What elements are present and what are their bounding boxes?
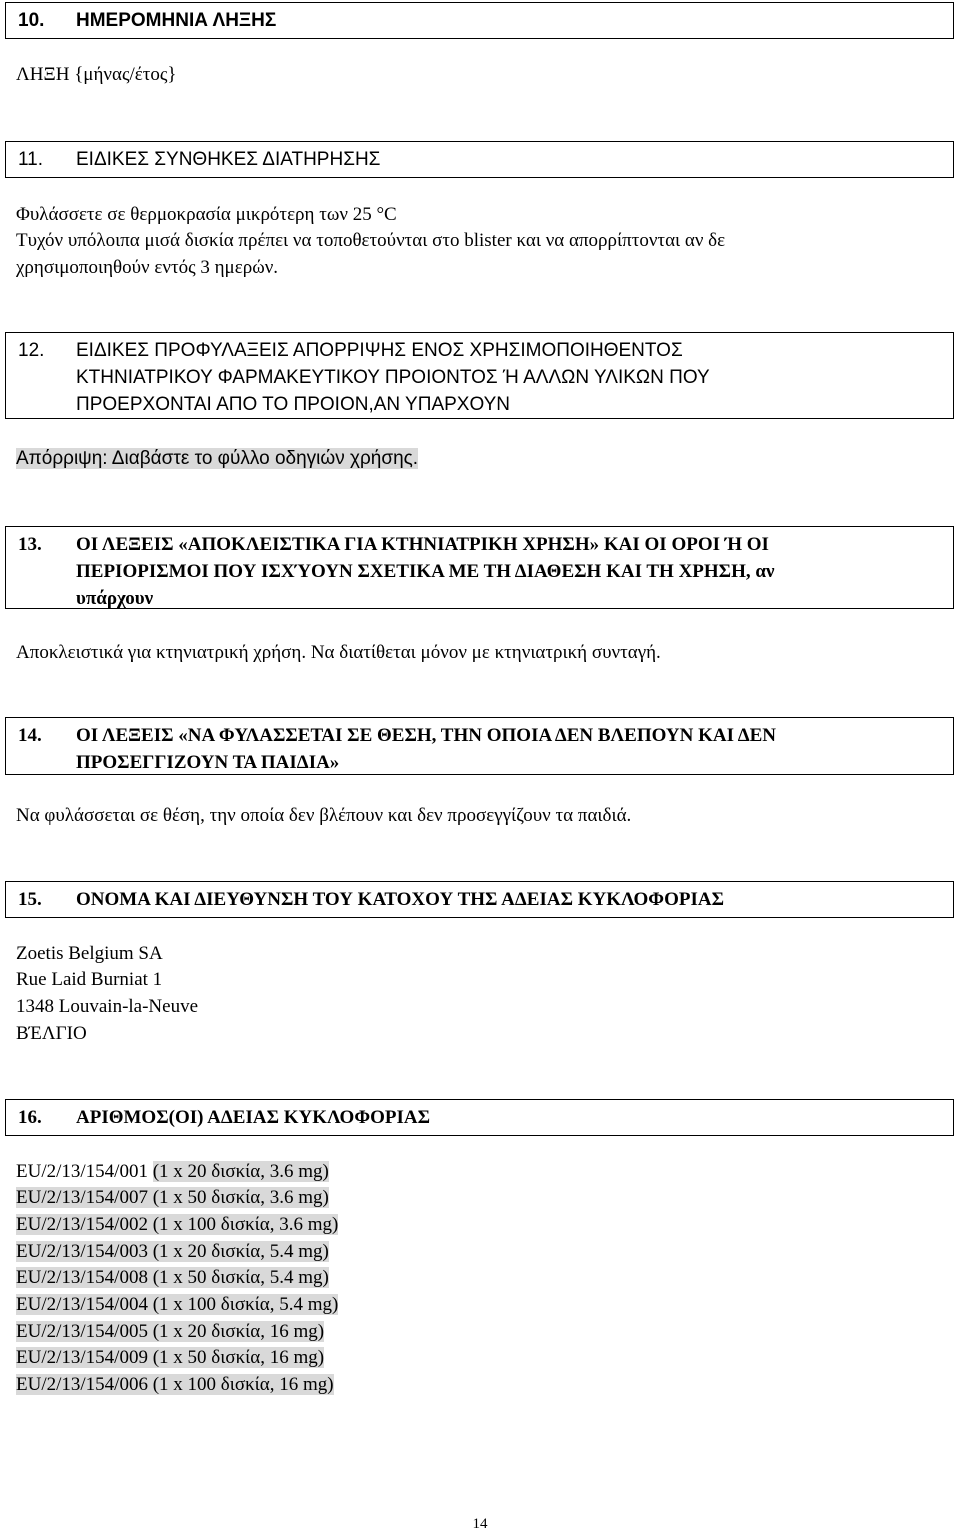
address-line: ΒΈΛΓΙΟ	[16, 1023, 87, 1044]
section-number: 10.	[18, 10, 45, 31]
license-description: (1 x 100 δισκία, 16 mg)	[152, 1374, 334, 1395]
section-title-line: ΟΙ ΛΕΞΕΙΣ «ΑΠΟΚΛΕΙΣΤΙΚΑ ΓΙΑ ΚΤΗΝΙΑΤΡΙΚΗ ΧΡΗΣΗ» ΚΑΙ ΟΙ ΟΡΟΙ Ή ΟΙ	[76, 534, 769, 555]
license-code: EU/2/13/154/002	[16, 1214, 153, 1235]
license-code: EU/2/13/154/008	[16, 1267, 153, 1288]
section-title-line: ΠΕΡΙΟΡΙΣΜΟΙ ΠΟΥ ΙΣΧΎΟΥΝ ΣΧΕΤΙΚΑ ΜΕ ΤΗ ΔΙΑΘΕΣΗ ΚΑΙ ΤΗ ΧΡΗΣΗ, αν	[76, 561, 775, 582]
license-entry	[16, 1292, 338, 1319]
address-line: Zoetis Belgium SA	[16, 943, 163, 964]
section-11-heading	[5, 141, 954, 178]
section-title: ΟΝΟΜΑ ΚΑΙ ΔΙΕΥΘΥΝΣΗ ΤΟΥ ΚΑΤΟΧΟΥ ΤΗΣ ΑΔΕΙΑΣ ΚΥΚΛΟΦΟΡΙΑΣ	[76, 889, 724, 910]
section-15-heading	[5, 881, 954, 918]
section-16-heading	[5, 1099, 954, 1136]
address-line: Rue Laid Burniat 1	[16, 969, 163, 990]
veterinary-use-text: Αποκλειστικά για κτηνιατρική χρήση. Να διατίθεται μόνον με κτηνιατρική συνταγή.	[16, 642, 661, 663]
address-line: 1348 Louvain-la-Neuve	[16, 996, 199, 1017]
section-title-line: υπάρχουν	[76, 588, 154, 609]
section-title-line: ΠΡΟΣΕΓΓΙΖΟΥΝ ΤΑ ΠΑΙΔΙΑ»	[76, 752, 340, 773]
section-13-heading	[5, 526, 954, 609]
section-title-line: ΕΙΔΙΚΕΣ ΠΡΟΦΥΛΑΞΕΙΣ ΑΠΟΡΡΙΨΗΣ ΕΝΟΣ ΧΡΗΣΙΜΟΠΟΙΗΘΕΝΤΟΣ	[76, 340, 683, 361]
license-entry	[16, 1319, 324, 1346]
storage-line: Τυχόν υπόλοιπα μισά δισκία πρέπει να τοποθετούνται στο blister και να απορρίπτονται αν δε	[16, 230, 726, 251]
license-entry	[16, 1185, 329, 1212]
license-code: EU/2/13/154/009	[16, 1347, 153, 1368]
section-title	[76, 531, 943, 609]
children-text: Να φυλάσσεται σε θέση, την οποία δεν βλέπουν και δεν προσεγγίζουν τα παιδιά.	[16, 805, 632, 826]
highlighted-text: Απόρριψη: Διαβάστε το φύλλο οδηγιών χρήσης.	[16, 448, 419, 469]
license-description: (1 x 50 δισκία, 3.6 mg)	[152, 1187, 329, 1208]
section-title	[76, 722, 943, 773]
page-number: 14	[472, 1516, 488, 1532]
storage-line: Φυλάσσετε σε θερμοκρασία μικρότερη των 25 °C	[16, 204, 397, 225]
storage-line: χρησιμοποιηθούν εντός 3 ημερών.	[16, 257, 279, 278]
license-entry	[16, 1159, 329, 1186]
disposal-text	[16, 446, 418, 473]
license-code: EU/2/13/154/001	[16, 1161, 153, 1182]
section-number: 11.	[18, 149, 44, 170]
section-number: 13.	[18, 534, 42, 555]
section-title: ΑΡΙΘΜΟΣ(ΟΙ) ΑΔΕΙΑΣ ΚΥΚΛΟΦΟΡΙΑΣ	[76, 1107, 431, 1128]
section-title-line: ΚΤΗΝΙΑΤΡΙΚΟΥ ΦΑΡΜΑΚΕΥΤΙΚΟΥ ΠΡΟΙΟΝΤΟΣ Ή ΑΛΛΩΝ ΥΛΙΚΩΝ ΠΟΥ	[76, 367, 710, 388]
license-code: EU/2/13/154/003	[16, 1241, 153, 1262]
section-title: ΗΜΕΡΟΜΗΝΙΑ ΛΗΞΗΣ	[76, 10, 277, 31]
license-description: (1 x 20 δισκία, 5.4 mg)	[152, 1241, 329, 1262]
license-description: (1 x 20 δισκία, 3.6 mg)	[152, 1161, 329, 1182]
license-entry	[16, 1345, 324, 1372]
section-title	[76, 337, 943, 414]
license-description: (1 x 20 δισκία, 16 mg)	[152, 1321, 325, 1342]
license-entry	[16, 1265, 329, 1292]
section-title-line: ΠΡΟΕΡΧΟΝΤΑΙ ΑΠΟ ΤΟ ΠΡΟΙΟΝ,ΑΝ ΥΠΑΡΧΟΥΝ	[76, 394, 511, 415]
license-code: EU/2/13/154/004	[16, 1294, 153, 1315]
section-10-heading	[5, 2, 954, 39]
section-number: 16.	[18, 1107, 42, 1128]
license-description: (1 x 50 δισκία, 5.4 mg)	[152, 1267, 329, 1288]
license-entry	[16, 1239, 329, 1266]
section-number: 15.	[18, 889, 42, 910]
license-code: EU/2/13/154/005	[16, 1321, 153, 1342]
section-title-line: ΟΙ ΛΕΞΕΙΣ «ΝΑ ΦΥΛΑΣΣΕΤΑΙ ΣΕ ΘΕΣΗ, ΤΗΝ ΟΠΟΙΑ ΔΕΝ ΒΛΕΠΟΥΝ ΚΑΙ ΔΕΝ	[76, 725, 777, 746]
section-12-heading	[5, 332, 954, 419]
license-description: (1 x 100 δισκία, 5.4 mg)	[152, 1294, 339, 1315]
license-code: EU/2/13/154/007	[16, 1187, 153, 1208]
section-14-heading	[5, 717, 954, 775]
license-description: (1 x 100 δισκία, 3.6 mg)	[152, 1214, 339, 1235]
license-entry	[16, 1212, 338, 1239]
license-entry	[16, 1372, 334, 1399]
license-description: (1 x 50 δισκία, 16 mg)	[152, 1347, 325, 1368]
section-number: 14.	[18, 725, 42, 746]
section-title: ΕΙΔΙΚΕΣ ΣΥΝΘΗΚΕΣ ΔΙΑΤΗΡΗΣΗΣ	[76, 149, 381, 170]
expiry-text: ΛΗΞΗ {μήνας/έτος}	[16, 64, 177, 85]
license-code: EU/2/13/154/006	[16, 1374, 153, 1395]
section-number: 12.	[18, 340, 45, 361]
